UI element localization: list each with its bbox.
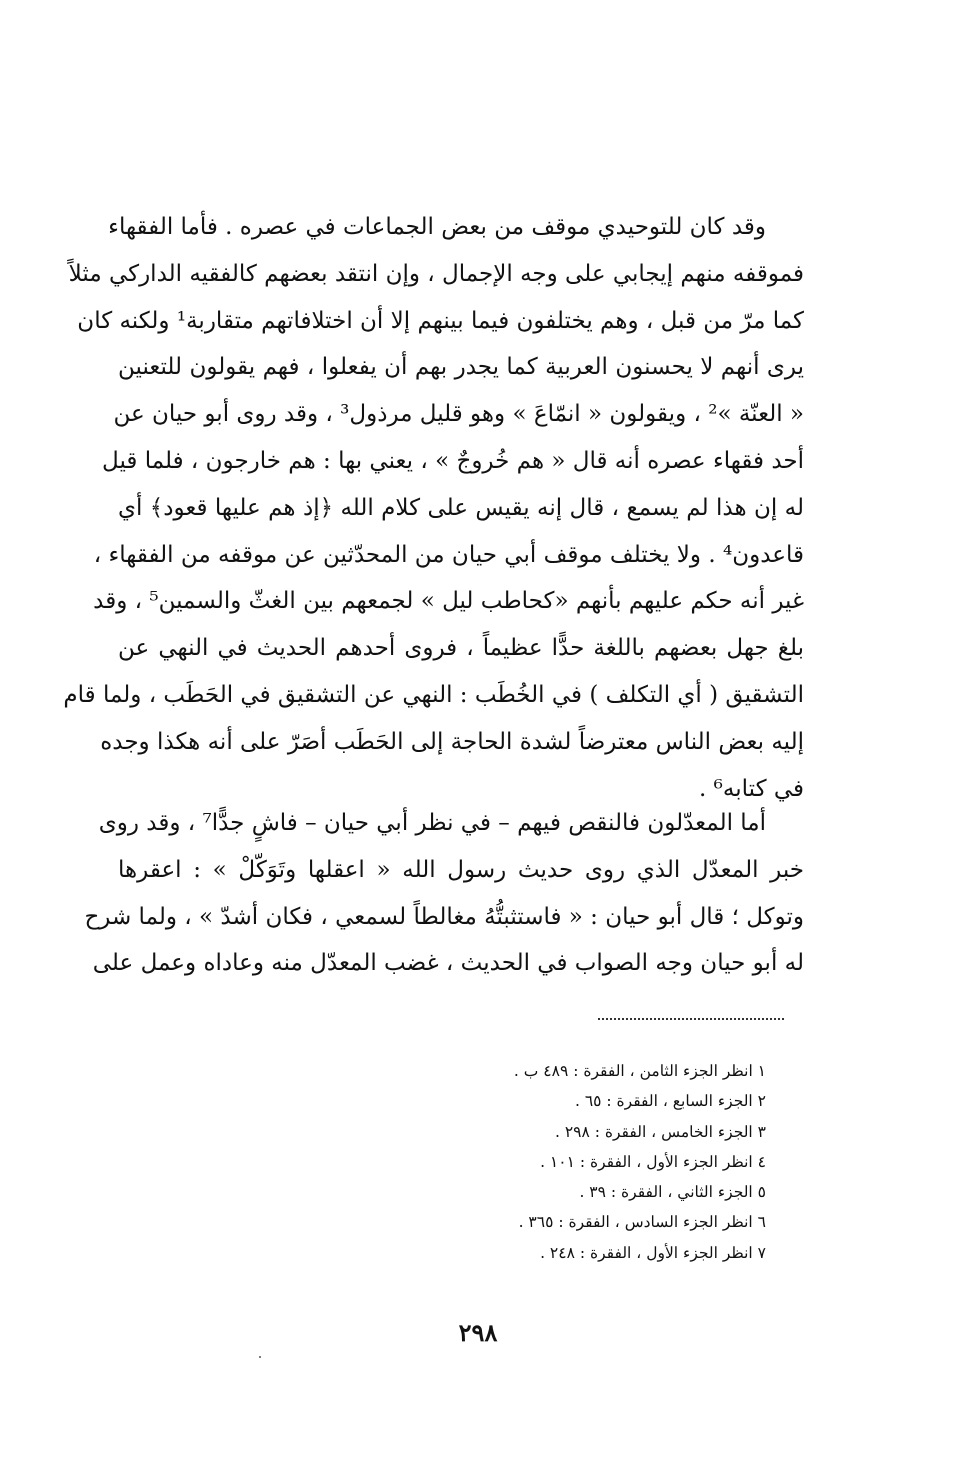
footnote: ٢ الجزء السابع ، الفقرة : ٦٥ . xyxy=(574,1092,766,1111)
text-line: له إن هذا لم يسمع ، قال إنه يقيس على كلام الله ﴿إذ هم عليها قعود﴾ أي xyxy=(118,494,804,521)
text-line: في كتابه⁶ . xyxy=(699,775,804,802)
text-line: وتوكل ؛ قال أبو حيان : « فاستثبتُّهُ مغالطاً لسمعي ، فكان أشدّ » ، ولما شرح xyxy=(84,903,804,930)
text-line: فموقفه منهم إيجابي على وجه الإجمال ، وإن انتقد بعضهم كالفقيه الداركي مثلاً xyxy=(68,260,804,287)
footnote: ٦ انظر الجزء السادس ، الفقرة : ٣٦٥ . xyxy=(518,1213,766,1232)
footnote: ٥ الجزء الثاني ، الفقرة : ٣٩ . xyxy=(579,1183,766,1202)
text-line: غير أنه حكم عليهم بأنهم «كحاطب ليل » لجمعهم بين الغثّ والسمين⁵ ، وقد xyxy=(93,588,804,615)
footnotes xyxy=(514,1056,766,1268)
text-line: قاعدون⁴ . ولا يختلف موقف أبي حيان من المحدّثين عن موقفه من الفقهاء ، xyxy=(93,541,804,568)
footnote-separator xyxy=(598,1018,784,1020)
paragraph-2 xyxy=(84,800,804,987)
paragraph-1 xyxy=(63,204,804,812)
text-line: أحد فقهاء عصره أنه قال « هم خُروجٌ » ، يعني بها : هم خارجون ، فلما قيل xyxy=(102,447,804,474)
text-line: كما مرّ من قبل ، وهم يختلفون فيما بينهم إلا أن اختلافاتهم متقاربة¹ ولكنه كان xyxy=(77,307,804,334)
text-line: له أبو حيان وجه الصواب في الحديث ، غضب المعدّل منه وعاداه وعمل على xyxy=(92,950,804,977)
text-line: وقد كان للتوحيدي موقف من بعض الجماعات في عصره . فأما الفقهاء xyxy=(108,214,766,240)
footnote: ١ انظر الجزء الثامن ، الفقرة : ٤٨٩ ب . xyxy=(513,1062,766,1080)
scan-speck xyxy=(259,1356,261,1358)
text-line: خبر المعدّل الذي روى حديث رسول الله « اعقلها وتَوَكّلْ » : اعقرها xyxy=(118,856,804,883)
text-line: « العنّة »² ، ويقولون « انمّاعَ » وهو قليل مرذول³ ، وقد روى أبو حيان عن xyxy=(113,401,804,428)
footnote: ٣ الجزء الخامس ، الفقرة : ٢٩٨ . xyxy=(554,1122,766,1141)
text-line: بلغ جهل بعضهم باللغة حدًّا عظيماً ، فروى أحدهم الحديث في النهي عن xyxy=(118,635,804,662)
text-line: إليه بعض الناس معترضاً لشدة الحاجة إلى الحَطَب أصَرّ على أنه هكذا وجده xyxy=(100,728,804,755)
text-line: أما المعدّلون فالنقص فيهم – في نظر أبي حيان – فاشٍ جدًّا⁷ ، وقد روى xyxy=(98,810,766,836)
page-number: ٢٩٨ xyxy=(458,1318,498,1347)
footnote: ٧ انظر الجزء الأول ، الفقرة : ٢٤٨ . xyxy=(540,1243,766,1262)
text-line: التشقيق ( أي التكلف ) في الخُطَب : النهي عن التشقيق في الحَطَب ، ولما قام xyxy=(63,681,804,708)
footnote: ٤ انظر الجزء الأول ، الفقرة : ١٠١ . xyxy=(540,1152,766,1171)
text-line: يرى أنهم لا يحسنون العربية كما يجدر بهم أن يفعلوا ، فهم يقولون للتعنين xyxy=(118,354,804,381)
